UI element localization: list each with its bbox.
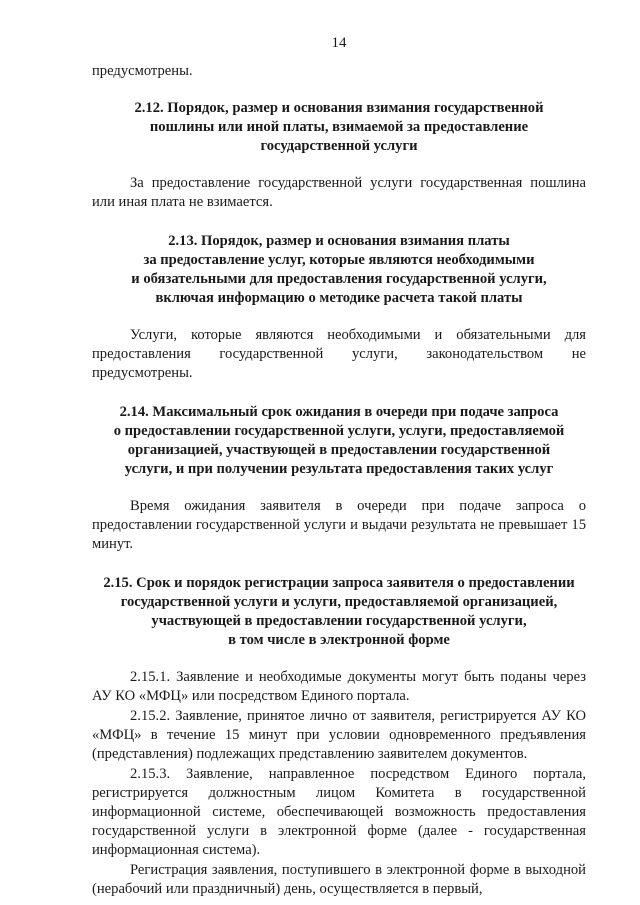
page-number: 14 bbox=[331, 35, 347, 51]
heading-line: 2.13. Порядок, размер и основания взимания платы bbox=[168, 233, 510, 249]
heading-line: о предоставлении государственной услуги, услуги, предоставляемой bbox=[113, 423, 565, 439]
heading-2-14 bbox=[92, 403, 586, 479]
heading-line: организацией, участвующей в предоставлении государственной bbox=[127, 442, 551, 458]
paragraph-2-15-1: 2.15.1. Заявление и необходимые документы могут быть поданы через АУ КО «МФЦ» или посредством Единого портала. bbox=[92, 669, 586, 704]
document-page bbox=[92, 34, 586, 899]
paragraph-2-12-body: За предоставление государственной услуги государственная пошлина или иная плата не взимается. bbox=[92, 175, 586, 210]
heading-line: 2.12. Порядок, размер и основания взимания государственной bbox=[134, 100, 544, 116]
heading-line: включая информацию о методике расчета такой платы bbox=[155, 290, 523, 306]
paragraph-2-15-3: 2.15.3. Заявление, направленное посредством Единого портала, регистрируется должностным лицом Комитета в государственной информационной системе, обеспечивающей возможность предоставления государственной услуги в электронной форме (далее - государственная информационная система). bbox=[92, 766, 586, 858]
paragraph-2-14-body: Время ожидания заявителя в очереди при подаче запроса о предоставлении государственной услуги и выдачи результата не превышает 15 минут. bbox=[92, 498, 586, 552]
paragraph-0: предусмотрены. bbox=[92, 63, 193, 79]
heading-line: и обязательными для предоставления государственной услуги, bbox=[131, 271, 547, 287]
heading-2-13 bbox=[92, 232, 586, 308]
heading-line: 2.14. Максимальный срок ожидания в очереди при подаче запроса bbox=[119, 404, 559, 420]
paragraph-2-13-body: Услуги, которые являются необходимыми и обязательными для предоставления государственной услуги, законодательством не предусмотрены. bbox=[92, 327, 586, 381]
heading-line: государственной услуги bbox=[260, 138, 418, 154]
heading-2-15 bbox=[92, 574, 586, 650]
heading-line: в том числе в электронной форме bbox=[228, 632, 450, 648]
heading-line: за предоставление услуг, которые являются необходимыми bbox=[143, 252, 535, 268]
heading-line: 2.15. Срок и порядок регистрации запроса заявителя о предоставлении bbox=[103, 575, 575, 591]
heading-2-12 bbox=[92, 99, 586, 156]
paragraph-2-15-2: 2.15.2. Заявление, принятое лично от заявителя, регистрируется АУ КО «МФЦ» в течение 15 минут при условии одновременного предъявления (представления) подлежащих представлению заявителем документов. bbox=[92, 708, 586, 762]
paragraph-registration: Регистрация заявления, поступившего в электронной форме в выходной (нерабочий или праздничный) день, осуществляется в первый, bbox=[92, 862, 586, 897]
heading-line: государственной услуги и услуги, предоставляемой организацией, bbox=[120, 594, 558, 610]
heading-line: участвующей в предоставлении государственной услуги, bbox=[151, 613, 527, 629]
heading-line: пошлины или иной платы, взимаемой за предоставление bbox=[149, 119, 529, 135]
heading-line: услуги, и при получении результата предоставления таких услуг bbox=[124, 461, 554, 477]
